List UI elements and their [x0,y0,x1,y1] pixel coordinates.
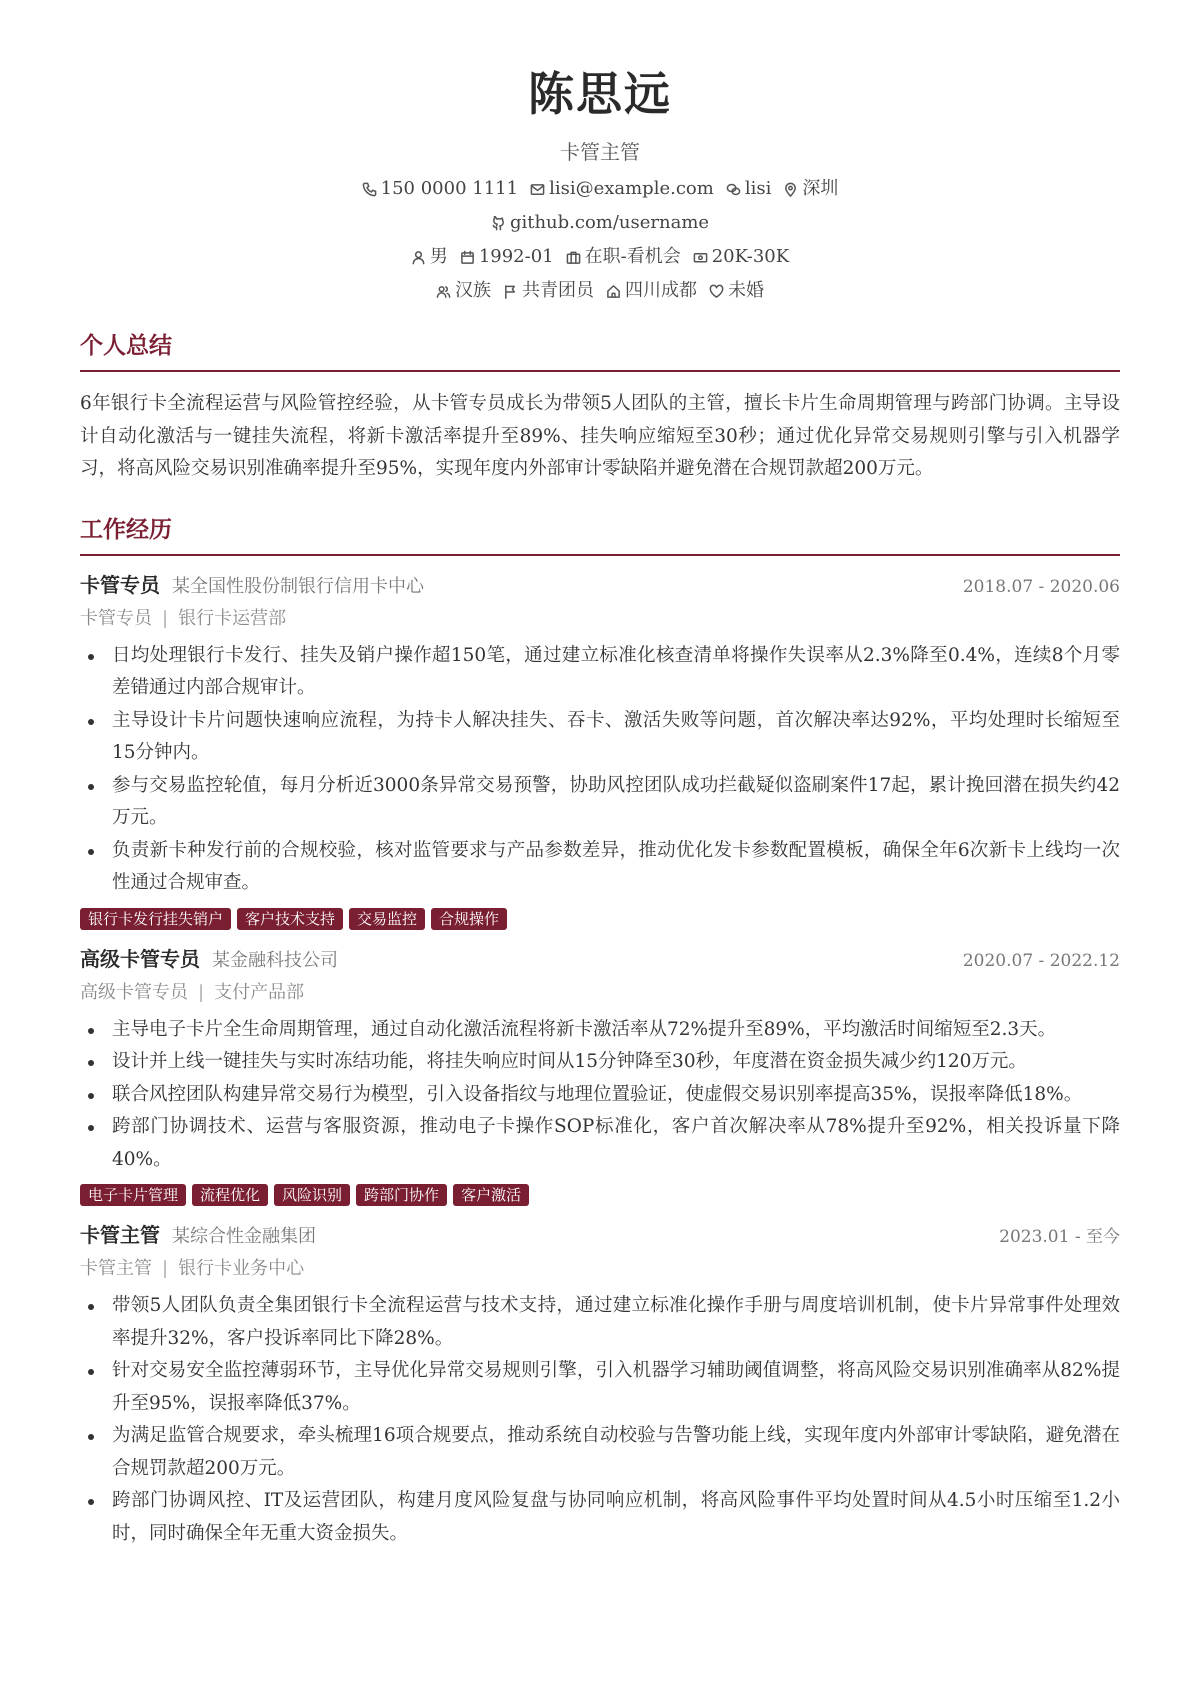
list-item: 负责新卡种发行前的合规校验，核对监管要求与产品参数差异，推动优化发卡参数配置模板，确保全年6次新卡上线均一次性通过合规审查。 [80,835,1120,900]
separator: | [162,607,169,629]
political-item [503,278,594,304]
summary-title: 个人总结 [80,330,1120,372]
contact-row [80,176,1120,202]
job-subtitle [80,1254,1120,1284]
mail-icon [530,182,545,197]
ethnicity-item [436,278,491,304]
job-header [80,1220,1120,1252]
salary-text: 20K-30K [711,246,790,267]
job-date: 2023.01 - 至今 [999,1227,1120,1247]
flag-icon [503,284,518,299]
list-item: 联合风控团队构建异常交易行为模型，引入设备指纹与地理位置验证，使虚假交易识别率提高35%，误报率降低18%。 [80,1079,1120,1112]
job-bullets [80,1014,1120,1177]
job-header [80,944,1120,976]
github-icon [491,216,506,231]
location-icon [783,182,798,197]
list-item: 带领5人团队负责全集团银行卡全流程运营与技术支持，通过建立标准化操作手册与周度培训机制，使卡片异常事件处理效率提升32%，客户投诉率同比下降28%。 [80,1290,1120,1355]
heart-icon [709,284,724,299]
job-entry [80,1220,1120,1550]
job-role: 卡管主管 [80,1223,160,1247]
status-text: 在职-看机会 [584,246,681,267]
gender-item [411,244,448,270]
phone-icon [362,182,377,197]
experience-title: 工作经历 [80,514,1120,556]
extras-row [80,278,1120,304]
list-item: 设计并上线一键挂失与实时冻结功能，将挂失响应时间从15分钟降至30秒，年度潜在资金损失减少约120万元。 [80,1046,1120,1079]
calendar-icon [460,250,475,265]
job-bullets [80,1290,1120,1550]
list-item: 跨部门协调风控、IT及运营团队，构建月度风险复盘与协同响应机制，将高风险事件平均处置时间从4.5小时压缩至1.2小时，同时确保全年无重大资金损失。 [80,1485,1120,1550]
home-icon [606,284,621,299]
candidate-name: 陈思远 [528,67,672,121]
job-company: 某金融科技公司 [212,949,338,971]
wechat-item[interactable] [726,176,772,202]
briefcase-icon [566,250,581,265]
phone-item[interactable] [362,176,518,202]
list-item: 主导设计卡片问题快速响应流程，为持卡人解决挂失、吞卡、激活失败等问题，首次解决率达92%，平均处理时长缩短至15分钟内。 [80,705,1120,770]
list-item: 为满足监管合规要求，牵头梳理16项合规要点，推动系统自动校验与告警功能上线，实现年度内外部审计零缺陷，避免潜在合规罚款超200万元。 [80,1420,1120,1485]
job-date: 2020.07 - 2022.12 [962,950,1120,971]
phone-text: 150 0000 1111 [380,178,519,199]
summary-text: 6年银行卡全流程运营与风险管控经验，从卡管专员成长为带领5人团队的主管，擅长卡片生命周期管理与跨部门协调。主导设计自动化激活与一键挂失流程，将新卡激活率提升至89%、挂失响应缩短至30秒；通过优化异常交易规则引擎与引入机器学习，将高风险交易识别准确率提升至95%，实现年度内外部审计零缺陷并避免潜在合规罚款超200万元。 [80,393,1120,479]
basics-row [80,244,1120,270]
hometown-text: 四川成都 [625,280,697,301]
skill-tag: 风险识别 [274,1184,350,1206]
separator: | [198,981,205,1003]
ethnicity-text: 汉族 [455,280,491,301]
job-role: 卡管专员 [80,572,160,597]
job-subtitle [80,604,1120,634]
status-item [566,244,681,270]
birth-item [460,244,554,270]
job-header [80,570,1120,602]
salary-icon [693,250,708,265]
skill-tag: 跨部门协作 [356,1184,447,1206]
job-department: 银行卡业务中心 [178,1258,305,1279]
skill-tag: 客户激活 [453,1184,529,1206]
job-subtitle [80,978,1120,1008]
hometown-item [606,278,697,304]
summary-section [80,330,1120,486]
candidate-title: 卡管主管 [560,140,640,164]
github-text: github.com/username [509,212,710,233]
location-item [783,176,838,202]
job-company: 某全国性股份制银行信用卡中心 [172,575,424,597]
separator: | [162,1258,169,1279]
skill-tag: 合规操作 [431,908,507,930]
job-department: 银行卡运营部 [178,607,287,629]
skill-tag: 客户技术支持 [237,908,343,930]
marital-item [709,278,764,304]
email-text: lisi@example.com [549,178,714,199]
job-department: 支付产品部 [214,981,305,1003]
list-item: 针对交易安全监控薄弱环节，主导优化异常交易规则引擎，引入机器学习辅助阈值调整，将高风险交易识别准确率从82%提升至95%，误报率降低37%。 [80,1355,1120,1420]
salary-item [693,244,789,270]
gender-text: 男 [429,246,448,267]
experience-section [80,514,1120,1551]
links-row [80,210,1120,236]
github-item[interactable] [491,210,709,236]
list-item: 参与交易监控轮值，每月分析近3000条异常交易预警，协助风控团队成功拦截疑似盗刷案件17起，累计挽回潜在损失约42万元。 [80,770,1120,835]
people-icon [436,284,451,299]
user-icon [411,250,426,265]
location-text: 深圳 [802,178,839,199]
job-date: 2018.07 - 2020.06 [962,576,1120,597]
skill-tag: 交易监控 [349,908,425,930]
skill-tag: 电子卡片管理 [80,1184,186,1206]
job-company: 某综合性金融集团 [172,1226,316,1247]
skill-tag: 流程优化 [192,1184,268,1206]
wechat-icon [726,182,741,197]
job-entry [80,570,1120,930]
list-item: 跨部门协调技术、运营与客服资源，推动电子卡操作SOP标准化，客户首次解决率从78%提升至92%，相关投诉量下降40%。 [80,1111,1120,1176]
job-position: 高级卡管专员 [80,981,188,1003]
resume-header [80,0,1120,304]
list-item: 主导电子卡片全生命周期管理，通过自动化激活流程将新卡激活率从72%提升至89%，平均激活时间缩短至2.3天。 [80,1014,1120,1047]
job-role: 高级卡管专员 [80,946,200,971]
marital-text: 未婚 [728,280,764,301]
wechat-text: lisi [744,178,772,199]
email-item[interactable] [530,176,714,202]
birth-text: 1992-01 [478,246,554,267]
job-entry [80,944,1120,1207]
job-position: 卡管主管 [80,1258,152,1279]
list-item: 日均处理银行卡发行、挂失及销户操作超150笔，通过建立标准化核查清单将操作失误率从2.3%降至0.4%，连续8个月零差错通过内部合规审计。 [80,640,1120,705]
skill-tags [80,908,1120,930]
skill-tag: 银行卡发行挂失销户 [80,908,231,930]
political-text: 共青团员 [522,280,594,301]
job-position: 卡管专员 [80,607,152,629]
skill-tags [80,1184,1120,1206]
job-bullets [80,640,1120,900]
